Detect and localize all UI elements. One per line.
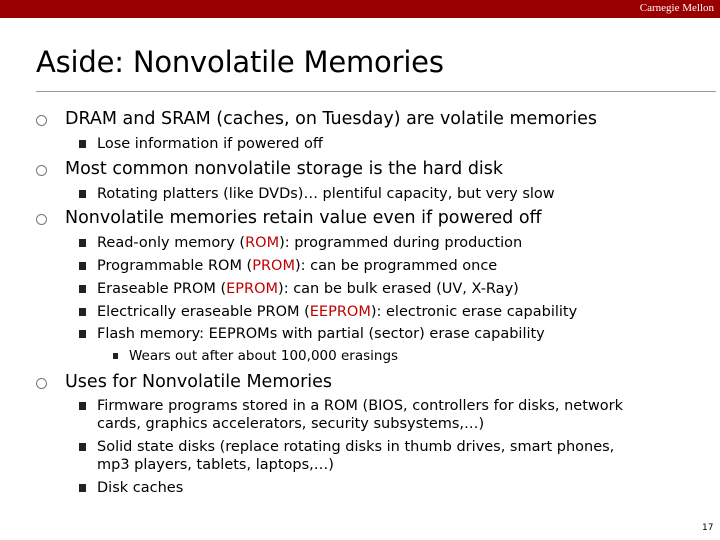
title-divider	[36, 91, 716, 92]
sub-sub-bullet-text: Wears out after about 100,000 erasings	[129, 348, 399, 364]
acronym-eprom: EPROM	[226, 281, 279, 297]
square-bullet-icon	[79, 330, 86, 338]
bullet-text: DRAM and SRAM (caches, on Tuesday) are volatile memories	[65, 109, 598, 129]
sub-bullet-text: Read-only memory (ROM): programmed during production	[97, 235, 523, 251]
square-bullet-icon	[79, 239, 86, 247]
square-bullet-icon	[79, 285, 86, 293]
square-bullet-icon	[79, 443, 86, 451]
sub-bullet-text: Eraseable PROM (EPROM): can be bulk erased (UV, X-Ray)	[97, 281, 519, 297]
bullet-text: Nonvolatile memories retain value even if powered off	[65, 208, 542, 228]
square-bullet-icon	[79, 190, 86, 198]
sub-bullet-text: Lose information if powered off	[97, 136, 323, 152]
square-bullet-icon	[79, 262, 86, 270]
ring-bullet-icon	[36, 214, 47, 225]
sub-bullet-text: Programmable ROM (PROM): can be programmed once	[97, 258, 498, 274]
acronym-prom: PROM	[252, 258, 295, 274]
square-bullet-icon	[79, 402, 86, 410]
page-number: 17	[702, 523, 714, 533]
sub-bullet-text: Rotating platters (like DVDs)… plentiful capacity, but very slow	[97, 186, 555, 202]
acronym-eeprom: EEPROM	[309, 304, 371, 320]
square-bullet-icon	[79, 484, 86, 492]
sub-bullet-text: Firmware programs stored in a ROM (BIOS, controllers for disks, network cards, graphics accelerators, security subsystems,…)	[97, 398, 623, 432]
slide-title: Aside: Nonvolatile Memories	[36, 45, 444, 79]
ring-bullet-icon	[36, 378, 47, 389]
bullet-text: Uses for Nonvolatile Memories	[65, 372, 333, 392]
square-bullet-icon	[79, 308, 86, 316]
square-bullet-icon	[79, 140, 86, 148]
brand-name: Carnegie Mellon	[639, 2, 714, 14]
sub-bullet-text: Flash memory: EEPROMs with partial (sector) erase capability	[97, 326, 545, 342]
sub-bullet-text: Solid state disks (replace rotating disks in thumb drives, smart phones, mp3 players, tablets, laptops,…)	[97, 439, 615, 473]
sub-bullet-text: Electrically eraseable PROM (EEPROM): electronic erase capability	[97, 304, 578, 320]
header-bar	[0, 0, 720, 18]
ring-bullet-icon	[36, 165, 47, 176]
small-square-bullet-icon	[113, 353, 118, 359]
ring-bullet-icon	[36, 115, 47, 126]
sub-bullet-text: Disk caches	[97, 480, 184, 496]
bullet-text: Most common nonvolatile storage is the hard disk	[65, 159, 504, 179]
acronym-rom: ROM	[245, 235, 280, 251]
